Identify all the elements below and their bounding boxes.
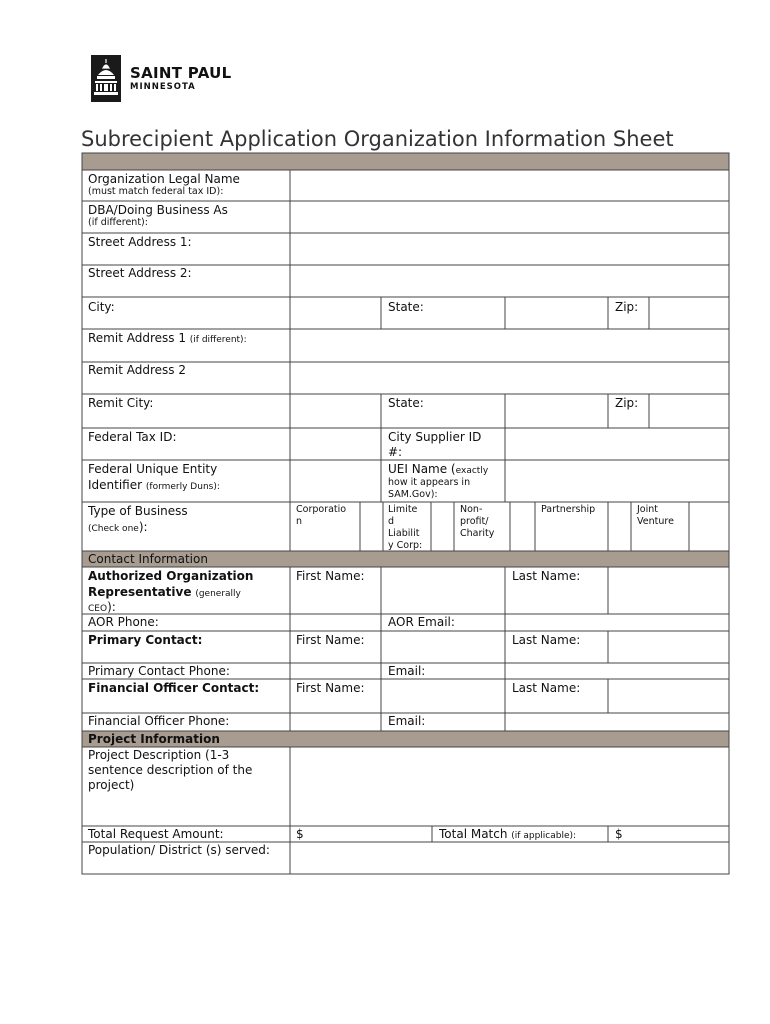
street1-field[interactable] [291, 234, 729, 265]
option-llc-4: y Corp: [388, 540, 423, 551]
remit1-field[interactable] [291, 330, 729, 362]
city-supplier-label-2: #: [388, 445, 403, 459]
street2-field[interactable] [291, 266, 729, 297]
remit-zip-label: Zip: [615, 396, 639, 410]
remit2-field[interactable] [291, 363, 729, 394]
remit-city-field[interactable] [291, 395, 381, 428]
aor-last-name-label: Last Name: [512, 569, 581, 583]
legal-name-field[interactable] [291, 171, 729, 201]
financial-first-name-field[interactable] [382, 680, 505, 713]
logo-line-1: SAINT PAUL [130, 64, 232, 82]
contact-section-header: Contact Information [88, 552, 208, 566]
fed-uei-label-2: Identifier (formerly Duns): [88, 478, 220, 492]
checkbox-partnership[interactable] [609, 503, 631, 551]
aor-label-3: CEO): [88, 600, 116, 614]
option-nonprofit-1: Non- [460, 504, 483, 515]
total-match-dollar: $ [615, 827, 623, 841]
city-field[interactable] [291, 298, 381, 329]
logo-line-2: MINNESOTA [130, 82, 196, 92]
option-joint-venture-1: Joint [637, 504, 658, 515]
option-llc-3: Liabilit [388, 528, 420, 539]
financial-officer-label: Financial Officer Contact: [88, 681, 260, 695]
option-corporation-1: Corporatio [296, 504, 347, 515]
dba-label: DBA/Doing Business As [88, 203, 228, 217]
project-desc-label-3: project) [88, 778, 135, 792]
primary-last-name-field[interactable] [609, 632, 729, 663]
project-desc-label-2: sentence description of the [88, 763, 253, 777]
checkbox-llc[interactable] [432, 503, 454, 551]
aor-phone-label: AOR Phone: [88, 615, 159, 629]
uei-name-note-2: how it appears in [388, 477, 471, 488]
option-joint-venture-2: Venture [637, 516, 674, 527]
primary-phone-label: Primary Contact Phone: [88, 664, 230, 678]
state-label: State: [388, 300, 424, 314]
uei-name-label: UEI Name (exactly [388, 462, 489, 476]
option-llc-1: Limite [388, 504, 418, 515]
fed-uei-field[interactable] [291, 461, 381, 502]
aor-phone-field[interactable] [291, 615, 381, 631]
total-request-label: Total Request Amount: [88, 827, 224, 841]
remit-zip-field[interactable] [650, 395, 729, 428]
total-match-field[interactable] [625, 827, 729, 842]
primary-phone-field[interactable] [291, 664, 381, 679]
fed-tax-field[interactable] [291, 429, 381, 460]
financial-first-name-label: First Name: [296, 681, 365, 695]
option-llc-2: d [388, 516, 395, 527]
fed-uei-label-1: Federal Unique Entity [88, 462, 218, 476]
primary-first-name-field[interactable] [382, 632, 505, 663]
city-supplier-label-1: City Supplier ID [388, 430, 482, 444]
project-section-header: Project Information [88, 732, 220, 746]
street2-label: Street Address 2: [88, 266, 192, 280]
primary-last-name-label: Last Name: [512, 633, 581, 647]
remit2-label: Remit Address 2 [88, 363, 186, 377]
city-supplier-field[interactable] [506, 429, 729, 460]
financial-phone-label: Financial Officer Phone: [88, 714, 230, 728]
financial-last-name-field[interactable] [609, 680, 729, 713]
option-partnership: Partnership [541, 504, 596, 515]
remit-state-field[interactable] [506, 395, 608, 428]
state-field[interactable] [506, 298, 608, 329]
financial-email-field[interactable] [506, 714, 729, 731]
population-field[interactable] [291, 843, 729, 874]
checkbox-nonprofit[interactable] [511, 503, 535, 551]
aor-email-field[interactable] [506, 615, 729, 631]
zip-label: Zip: [615, 300, 639, 314]
financial-phone-field[interactable] [291, 714, 381, 731]
project-description-field[interactable] [291, 748, 729, 826]
total-match-label: Total Match (if applicable): [439, 827, 577, 841]
total-request-field[interactable] [306, 827, 432, 842]
remit1-label: Remit Address 1 (if different): [88, 331, 247, 345]
page-title: Subrecipient Application Organization Information Sheet [81, 127, 674, 151]
population-label: Population/ District (s) served: [88, 843, 270, 857]
aor-first-name-field[interactable] [382, 568, 505, 614]
uei-name-note-3: SAM.Gov): [388, 489, 438, 500]
uei-name-field[interactable] [506, 461, 729, 502]
total-request-dollar: $ [296, 827, 304, 841]
type-business-label: Type of Business [88, 504, 188, 518]
aor-email-label: AOR Email: [388, 615, 455, 629]
primary-email-label: Email: [388, 664, 426, 678]
aor-label-2: Representative (generally [88, 585, 241, 599]
primary-contact-label: Primary Contact: [88, 633, 203, 647]
checkbox-corporation[interactable] [361, 503, 383, 551]
checkbox-joint-venture[interactable] [690, 503, 729, 551]
project-desc-label-1: Project Description (1-3 [88, 748, 230, 762]
aor-last-name-field[interactable] [609, 568, 729, 614]
dba-field[interactable] [291, 202, 729, 233]
primary-first-name-label: First Name: [296, 633, 365, 647]
city-label: City: [88, 300, 115, 314]
street1-label: Street Address 1: [88, 235, 192, 249]
remit-city-label: Remit City: [88, 396, 154, 410]
legal-name-label: Organization Legal Name [88, 172, 240, 186]
financial-email-label: Email: [388, 714, 426, 728]
financial-last-name-label: Last Name: [512, 681, 581, 695]
zip-field[interactable] [650, 298, 729, 329]
primary-email-field[interactable] [506, 664, 729, 679]
option-nonprofit-3: Charity [460, 528, 495, 539]
top-header-band [82, 153, 729, 170]
aor-first-name-label: First Name: [296, 569, 365, 583]
legal-name-note: (must match federal tax ID): [88, 186, 224, 197]
option-corporation-2: n [296, 516, 303, 527]
option-nonprofit-2: profit/ [460, 516, 489, 527]
dba-note: (if different): [88, 217, 148, 228]
fed-tax-label: Federal Tax ID: [88, 430, 177, 444]
type-check-label: (Check one): [88, 520, 148, 534]
aor-label-1: Authorized Organization [88, 569, 254, 583]
remit-state-label: State: [388, 396, 424, 410]
